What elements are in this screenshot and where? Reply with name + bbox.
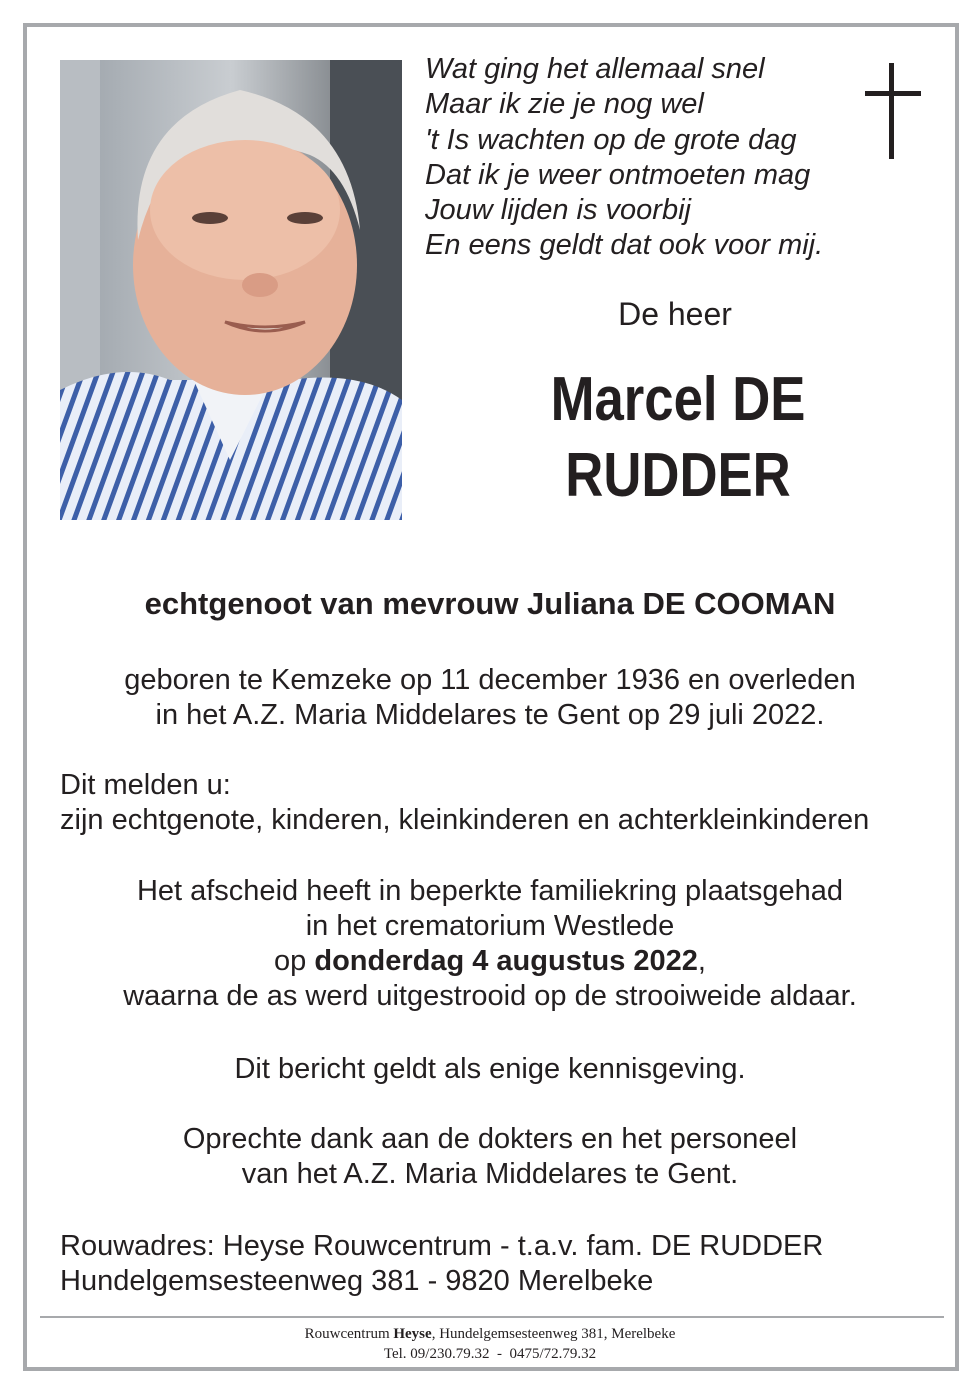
portrait-photo <box>60 60 402 520</box>
name-line-1: Marcel DE <box>550 365 806 434</box>
footer-prefix: Rouwcentrum <box>304 1326 390 1342</box>
thanks-block <box>0 1122 980 1192</box>
birth-death-line: in het A.Z. Maria Middelares te Gent op 29 juli 2022. <box>155 699 825 731</box>
spouse-line: echtgenoot van mevrouw Juliana DE COOMAN <box>144 586 836 621</box>
address-line: Hundelgemsesteenweg 381 - 9820 Merelbeke <box>60 1265 654 1297</box>
cross-icon <box>865 63 921 159</box>
birth-death-line: geboren te Kemzeke op 11 december 1936 en overleden <box>124 664 856 696</box>
honorific-title: De heer <box>618 296 732 332</box>
farewell-line: in het crematorium Westlede <box>305 910 675 942</box>
announcers-heading: Dit melden u: <box>60 769 231 801</box>
poem-line: En eens geldt dat ook voor mij. <box>425 229 824 262</box>
poem-line: Jouw lijden is voorbij <box>425 194 691 227</box>
poem-line: Dat ik je weer ontmoeten mag <box>425 158 811 191</box>
farewell-line: waarna de as werd uitgestrooid op de strooiweide aldaar. <box>123 980 857 1012</box>
footer <box>0 1324 980 1364</box>
announcers-block <box>60 768 869 838</box>
footer-brand: Heyse <box>393 1326 432 1342</box>
footer-phone-line: Tel. 09/230.79.32 - 0475/72.79.32 <box>383 1346 597 1362</box>
poem-line: Maar ik zie je nog wel <box>425 88 704 121</box>
address-block <box>60 1229 823 1299</box>
thanks-line: van het A.Z. Maria Middelares te Gent. <box>241 1158 739 1190</box>
farewell-date-suffix: , <box>697 945 706 977</box>
birth-death-block <box>0 663 980 733</box>
address-line: Rouwadres: Heyse Rouwcentrum - t.a.v. fam. DE RUDDER <box>60 1230 824 1262</box>
thanks-line: Oprechte dank aan de dokters en het personeel <box>182 1123 798 1155</box>
farewell-date-line <box>0 944 980 979</box>
announcers-list: zijn echtgenote, kinderen, kleinkinderen en achterkleinkinderen <box>60 804 870 836</box>
footer-divider <box>40 1316 944 1318</box>
deceased-name <box>527 362 830 514</box>
poem <box>425 52 823 264</box>
footer-company-line <box>0 1324 980 1344</box>
farewell-block <box>0 874 980 1014</box>
footer-suffix: , Hundelgemsesteenweg 381, Merelbeke <box>431 1326 676 1342</box>
farewell-date: donderdag 4 augustus 2022 <box>314 945 698 977</box>
poem-line: 't Is wachten op de grote dag <box>425 123 797 156</box>
farewell-date-prefix: op <box>274 945 307 977</box>
notice-line: Dit bericht geldt als enige kennisgeving. <box>234 1053 746 1085</box>
name-line-2: RUDDER <box>565 441 791 510</box>
farewell-line: Het afscheid heeft in beperkte familiekring plaatsgehad <box>136 875 844 907</box>
poem-line: Wat ging het allemaal snel <box>425 53 765 85</box>
